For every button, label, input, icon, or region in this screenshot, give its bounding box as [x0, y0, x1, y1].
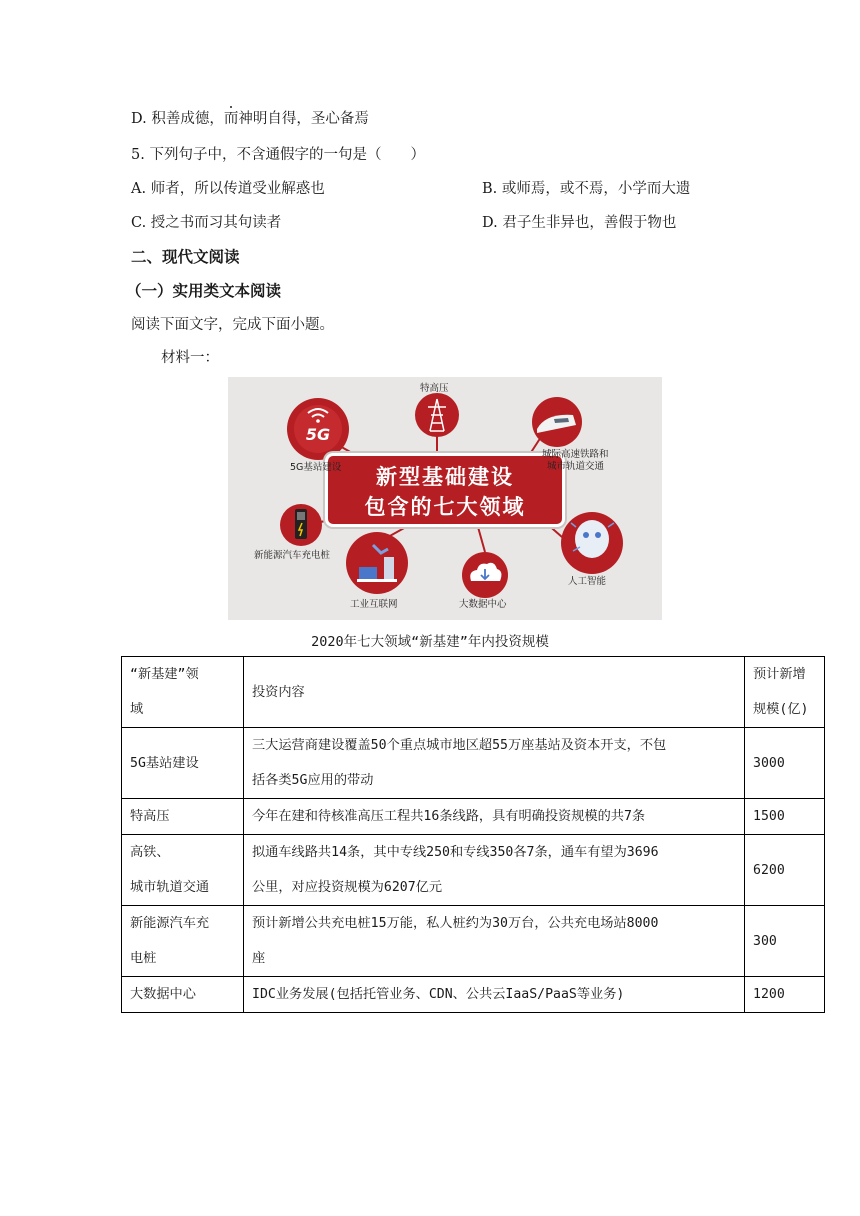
cell-field-line1: 5G基站建设	[130, 755, 199, 771]
header-field	[122, 657, 244, 728]
label-rail-line2: 城市轨道交通	[547, 461, 605, 472]
cloud-data-icon	[462, 552, 508, 598]
question5-stem: 5. 下列句子中，不含通假字的一句是（ ）	[131, 147, 425, 163]
reading-instruction: 阅读下面文字，完成下面小题。	[131, 317, 334, 333]
cell-content	[244, 977, 745, 1013]
connector-bigdata	[478, 527, 485, 552]
table-row	[122, 906, 825, 977]
header-content-text: 投资内容	[252, 684, 305, 700]
cell-field	[122, 906, 244, 977]
5g-icon-text: 5G	[305, 425, 331, 444]
cell-content-line1: 拟通车线路共14条，其中专线250和专线350各7条，通车有望为3696	[252, 845, 659, 860]
cell-content	[244, 835, 745, 906]
table-row	[122, 799, 825, 835]
header-content	[244, 657, 745, 728]
table-row	[122, 835, 825, 906]
option-text: D. 积善成德，	[131, 111, 224, 127]
investment-table	[121, 656, 825, 1013]
section-subheading: （一）实用类文本阅读	[126, 282, 282, 300]
question5-option-b: B. 或师焉，或不焉，小学而大遗	[482, 181, 691, 197]
cell-content-line2: 公里，对应投资规模为6207亿元	[252, 880, 443, 895]
section-heading: 二、现代文阅读	[131, 248, 240, 266]
infographic-title-line1: 新型基础建设	[376, 465, 514, 489]
high-speed-train-icon	[532, 397, 582, 447]
cell-scale: 6200	[745, 835, 825, 906]
label-uhv: 特高压	[420, 383, 449, 394]
cell-field-line2: 电桩	[130, 951, 157, 966]
cell-content-line1: IDC业务发展(包括托管业务、CDN、公共云IaaS/PaaS等业务)	[252, 987, 625, 1002]
header-field-line2: 域	[130, 702, 144, 717]
question4-option-d	[131, 109, 369, 129]
header-scale	[745, 657, 825, 728]
table-header-row	[122, 657, 825, 728]
industrial-internet-icon	[346, 532, 408, 594]
cell-field	[122, 728, 244, 799]
question5-option-c: C. 授之书而习其句读者	[131, 215, 282, 231]
cell-field	[122, 835, 244, 906]
cell-field	[122, 799, 244, 835]
infographic-title-badge	[325, 453, 565, 527]
header-scale-line2: 规模(亿)	[753, 702, 809, 717]
cell-field	[122, 977, 244, 1013]
label-ai: 人工智能	[568, 576, 607, 587]
cell-scale: 1500	[745, 799, 825, 835]
infographic-title-line2: 包含的七大领域	[364, 495, 526, 519]
label-ev: 新能源汽车充电桩	[254, 550, 331, 561]
cell-content-line1: 预计新增公共充电桩15万能，私人桩约为30万台，公共充电场站8000	[252, 916, 659, 931]
cell-content	[244, 906, 745, 977]
new-infrastructure-infographic	[228, 377, 662, 620]
header-scale-line1: 预计新增	[753, 667, 806, 682]
cell-field-line1: 特高压	[130, 809, 170, 824]
table-caption: 2020年七大领域“新基建”年内投资规模	[311, 634, 549, 650]
cell-scale: 3000	[745, 728, 825, 799]
header-field-line1: “新基建”领	[130, 667, 199, 682]
label-5g: 5G基站建设	[290, 462, 342, 473]
cell-field-line1: 高铁、	[130, 845, 170, 860]
cell-content	[244, 728, 745, 799]
option-text-rest: 神明自得，圣心备焉	[238, 111, 369, 127]
table-row	[122, 728, 825, 799]
cell-content-line1: 今年在建和待核准高压工程共16条线路，具有明确投资规模的共7条	[252, 809, 646, 824]
label-bigdata: 大数据中心	[459, 599, 507, 610]
question5-option-d: D. 君子生非异也，善假于物也	[482, 215, 677, 231]
material-label: 材料一：	[161, 350, 219, 366]
table-row	[122, 977, 825, 1013]
ev-charger-icon	[280, 504, 322, 546]
cell-content	[244, 799, 745, 835]
cell-field-line2: 城市轨道交通	[130, 880, 210, 895]
cell-field-line1: 大数据中心	[130, 987, 196, 1002]
cell-content-line1: 三大运营商建设覆盖50个重点城市地区超55万座基站及资本开支，不包	[252, 738, 667, 753]
cell-scale: 300	[745, 906, 825, 977]
label-iot: 工业互联网	[350, 599, 398, 610]
transmission-tower-icon	[415, 393, 459, 437]
cell-content-line2: 座	[252, 951, 266, 966]
question5-option-a: A. 师者，所以传道受业解惑也	[131, 181, 325, 197]
cell-field-line1: 新能源汽车充	[130, 916, 210, 931]
cell-scale: 1200	[745, 977, 825, 1013]
5g-icon	[287, 398, 349, 460]
emphasis-dot-char: 而	[223, 111, 239, 127]
cell-content-line2: 括各类5G应用的带动	[252, 773, 374, 788]
ai-robot-icon	[561, 512, 623, 574]
label-rail-line1: 城际高速铁路和	[542, 449, 609, 460]
